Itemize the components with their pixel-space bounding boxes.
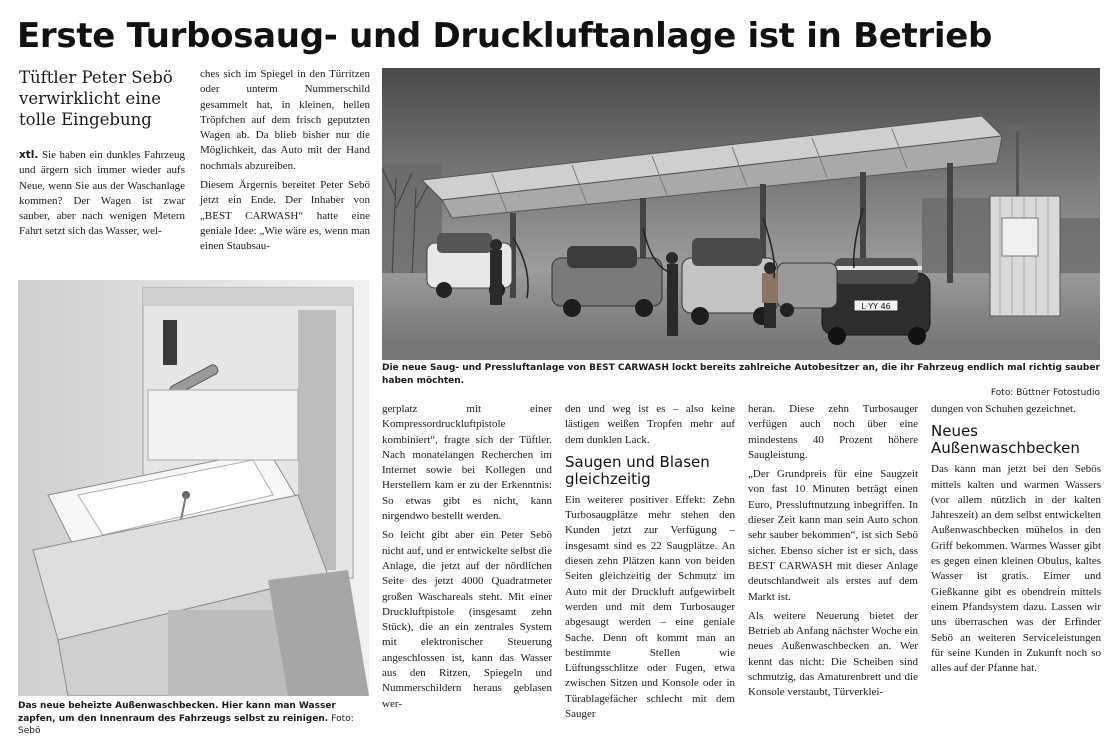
paragraph: Als weitere Neuerung bietet der Betrieb ab Anfang nächster Woche ein neues Außenwaschbecken an. Wer kennt das nicht: Die Scheiben sind schmutzig, das Amaturenbrett und die Konsole verstaubt, Türverklei-	[748, 609, 918, 699]
article-column-3	[382, 402, 552, 716]
paragraph: „Der Grundpreis für eine Saugzeit von fast 10 Minuten beträgt einen Euro, Pressluftnutzung inbegriffen. In dieser Zeit kann man sein Auto schon sehr sauber bekommen“, ist sich Sebö sicher. Ebenso sicher ist er sich, dass BEST CARWASH mit dieser Anlage deutschlandweit als erstes auf dem Markt ist.	[748, 468, 918, 603]
subheadline: Tüftler Peter Sebö verwirklicht eine tolle Eingebung	[19, 68, 173, 129]
paragraph: gerplatz mit einer Kompressordruckluftpistole kombiniert“, fragte sich der Tüftler. Nach monatelangen Recherchen im Internet sowie bei Kollegen und Herstellern kam er zu der Erkenntnis: So etwas gibt es nicht, kann nirgendwo bestellt werden.	[382, 403, 552, 523]
article-column-2	[200, 67, 370, 259]
photo-credit: Foto: Büttner Fotostudio	[990, 388, 1100, 398]
article-column-1	[19, 148, 185, 244]
paragraph: den und weg ist es – also keine lästigen weißen Tropfen mehr auf dem dunklen Lack.	[565, 403, 735, 446]
author-kicker: xtl.	[19, 149, 39, 161]
paragraph: ches sich im Spiegel in den Türritzen oder unterm Nummerschild gesammelt hat, in kleinen, hellen Tröpfchen auf dem frisch geputzten Wagen ab. Da blieb bisher nur die Möglichkeit, das Auto mit der Hand nochmals abzureiben.	[200, 68, 370, 172]
paragraph: So leicht gibt aber ein Peter Sebö nicht auf, und er entwickelte selbst die Anlage, die jetzt auf der nördlichen Seite des jetzt 4000 Quadratmeter großen Waschareals steht. Mit einer Druckluftpistole (insgesamt zehn Stück), die an ein zentrales System mit elektronischer Steuerung angeschlossen ist, kann das Wasser aus den Ritzen, Spiegeln und Nummerschildern heraus geblasen wer-	[382, 529, 552, 710]
paragraph: dungen von Schuhen gezeichnet.	[931, 403, 1076, 415]
article-column-4	[565, 402, 735, 726]
paragraph: heran. Diese zehn Turbosauger verfügen auch noch über eine mindestens 40 Prozent höhere Saugleistung.	[748, 403, 918, 461]
paragraph: Sie haben ein dunkles Fahrzeug und ärgern sich immer wieder aufs Neue, wenn Sie aus der Waschanlage kommen? Der Wagen ist zwar sauber, aber nach wenigen Metern Fahrt setzt sich das Wasser, wel-	[19, 149, 186, 238]
paragraph: Das kann man jetzt bei den Sebös mittels kalten und warmen Wassers (vor allem nützlich in der kalten Jahreszeit) an dem selbst entwickelten Außenwaschbecken mühelos in den Griff bekommen. Warmes Wasser gibt es gegen einen kleinen Obulus, kaltes Wasser ist gratis. Eimer und Gießkanne gibt es obendrein mittels einem Pfandsystem dazu. Lassen wir uns überraschen was der Erfinder Sebö an weiteren Serviceleistungen für seine Kunden in Zukunft noch so alles auf der Pfanne hat.	[931, 463, 1101, 675]
license-plate: L·YY 46	[861, 302, 891, 311]
photo-caption-top	[382, 362, 1100, 400]
caption-text: Das neue beheizte Außenwaschbecken. Hier kann man Wasser zapfen, um den Innenraum des Fahrzeugs selbst zu reinigen.	[18, 701, 336, 724]
section-heading: Saugen und Blasen gleichzeitig	[565, 452, 710, 488]
photo-caption-left	[18, 700, 370, 738]
wash-basin-illustration	[18, 280, 369, 696]
article-column-5	[748, 402, 918, 705]
article-column-6	[931, 402, 1101, 680]
section-heading: Neues Außenwaschbecken	[931, 422, 1080, 458]
paragraph: Diesem Ärgernis bereitet Peter Sebö jetzt ein Ende. Der Inhaber von „BEST CARWASH“ hatte eine geniale Idee: „Wie wäre es, wenn man einen Staubsau-	[200, 179, 370, 253]
paragraph: Ein weiterer positiver Effekt: Zehn Turbosaugplätze mehr stehen den Kunden jetzt zur Verfügung – insgesamt sind es 22 Saugplätze. An diesen zehn Plätzen kann von beiden Seiten gleichzeitig der Schmutz im Auto mit der Druckluft aufgewirbelt werden und mit dem Turbosauger abgesaugt werden – eine geniale Sache. Denn oft kommt man an bestimmte Stellen wie Lüftungsschlitze oder Fugen, etwa zwischen Sitzen und Konsole oder in Türablagefächer schlecht mit dem Sauger	[565, 493, 735, 721]
carwash-photo	[382, 68, 1100, 360]
photo-credit: Foto: Sebö	[18, 713, 354, 736]
wash-basin-photo	[18, 280, 369, 696]
headline: Erste Turbosaug- und Druckluftanlage ist in Betrieb	[17, 16, 993, 56]
carwash-photo-illustration	[382, 68, 1100, 360]
caption-text: Die neue Saug- und Pressluftanlage von BEST CARWASH lockt bereits zahlreiche Autobesitzer an, die ihr Fahrzeug endlich mal richtig sauber haben möchten.	[382, 363, 1100, 386]
